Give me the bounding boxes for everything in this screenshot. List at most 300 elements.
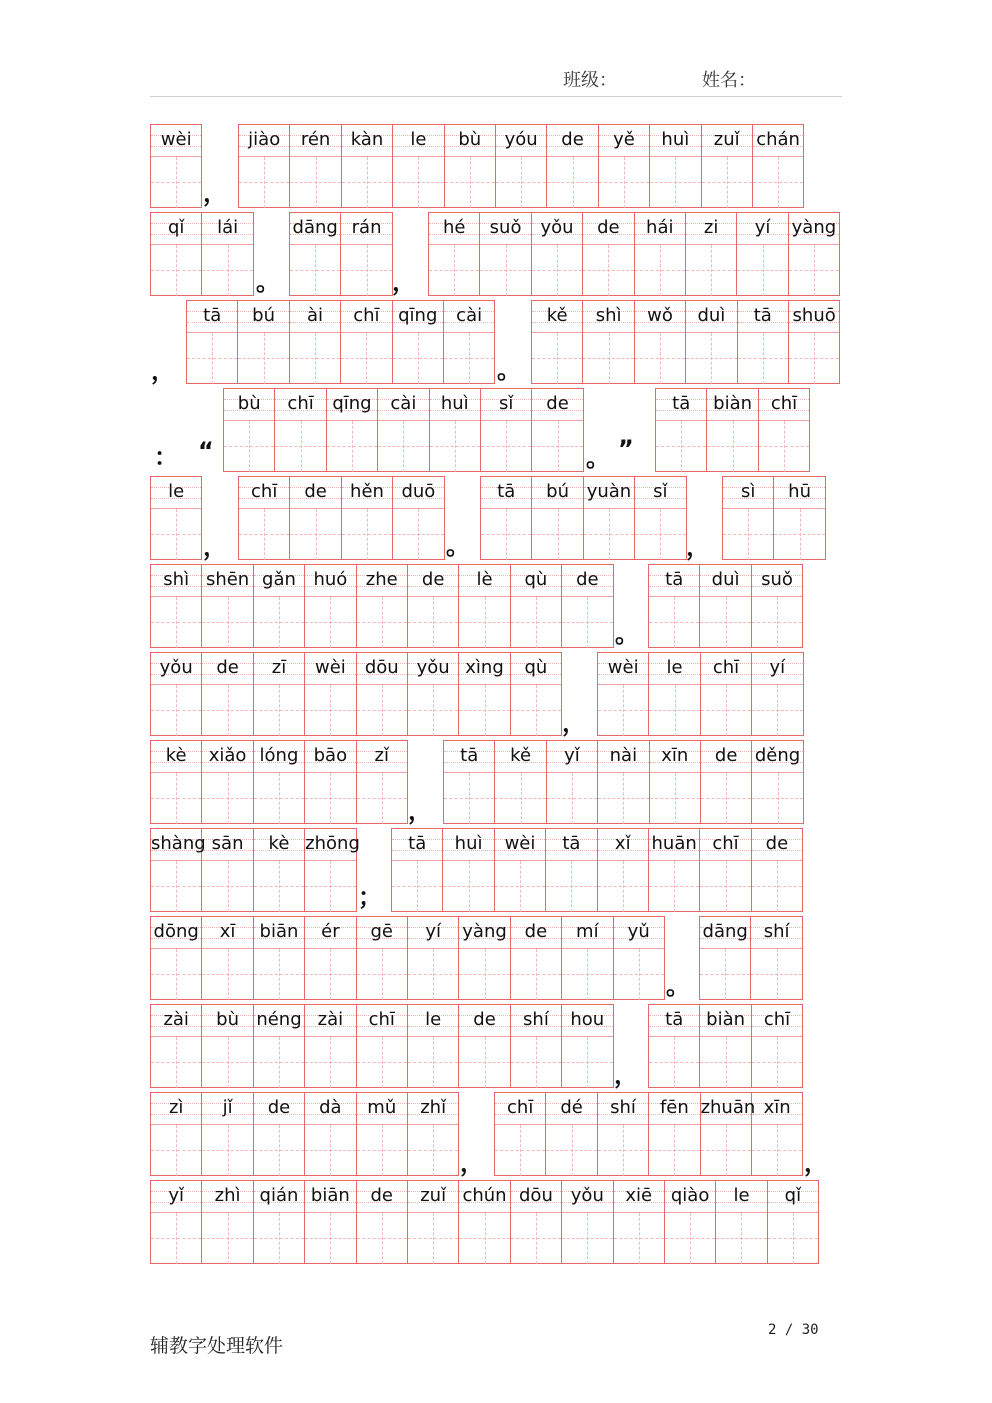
writing-cell [305,1180,356,1264]
writing-cell [305,1092,356,1176]
pinyin-text: shì [595,305,622,326]
cell-group [150,476,202,560]
pinyin-text: rén [300,129,331,150]
writing-cell [290,212,341,296]
cell-group [722,476,826,560]
grid-guide-line [382,1125,383,1176]
writing-cell [532,388,583,472]
punctuation-mark: 。 [615,620,639,648]
writing-cell [357,740,408,824]
pinyin-text: yóu [504,129,538,150]
pinyin-text: qǐ [167,217,185,238]
pinyin-text: tā [562,833,581,854]
grid-guide-line [506,245,507,296]
grid-guide-line [176,157,177,208]
writing-cell [532,300,583,384]
writing-cell [327,388,378,472]
grid-guide-line [675,157,676,208]
writing-cell [496,124,547,208]
writing-cell [751,916,802,1000]
cell-group [186,300,495,384]
writing-cell [239,476,290,560]
grid-guide-line [726,773,727,824]
grid-guide-line [675,773,676,824]
grid-guide-line [572,1125,573,1176]
pinyin-text: mǔ [367,1097,397,1118]
pinyin-text: kě [510,745,532,766]
pinyin-text: zuǐ [713,129,740,150]
pinyin-text: le [168,481,185,502]
writing-cell [789,300,840,384]
grid-guide-line [800,509,801,560]
grid-guide-line [681,421,682,472]
grid-guide-line [279,773,280,824]
grid-guide-line [793,1213,794,1264]
pinyin-text: kàn [350,129,384,150]
grid-guide-line [726,1125,727,1176]
writing-cell [393,300,444,384]
writing-cell [341,300,392,384]
pinyin-text: xiǎo [208,745,247,766]
punctuation-mark: ， [392,268,416,296]
grid-guide-line [301,421,302,472]
grid-guide-line [520,1125,521,1176]
writing-cell [650,740,701,824]
pinyin-text: bù [237,393,261,414]
pinyin-text: shí [523,1009,549,1030]
pinyin-text: chán [756,129,800,150]
grid-guide-line [485,1213,486,1264]
pinyin-text: de [524,921,548,942]
pinyin-text: huì [454,833,483,854]
pinyin-text: chī [368,1009,395,1030]
writing-cell [392,828,443,912]
writing-cell [408,1004,459,1088]
grid-guide-line [814,333,815,384]
writing-cell [598,740,649,824]
cell-group [494,1092,803,1176]
writing-cell [393,476,444,560]
pinyin-text: néng [256,1009,302,1030]
punctuation-mark: 。 [497,356,521,384]
writing-cell [700,1004,751,1088]
grid-guide-line [557,245,558,296]
pinyin-text: qiào [670,1185,710,1206]
pinyin-text: bāo [313,745,348,766]
grid-guide-line [660,333,661,384]
pinyin-text: gē [370,921,393,942]
cell-group [150,564,614,648]
writing-cell [187,300,238,384]
pinyin-text: děng [754,745,801,766]
grid-guide-line [455,421,456,472]
writing-cell [547,124,598,208]
grid-guide-line [777,1037,778,1088]
writing-cell [202,564,253,648]
grid-guide-line [330,597,331,648]
pinyin-text: dāng [702,921,748,942]
writing-cell [707,388,758,472]
pinyin-text: bú [546,481,569,502]
grid-guide-line [228,1213,229,1264]
grid-guide-line [469,333,470,384]
grid-guide-line [536,1037,537,1088]
grid-guide-line [316,157,317,208]
pinyin-text: zǐ [374,745,389,766]
pinyin-text: le [410,129,427,150]
pinyin-text: sǐ [498,393,514,414]
grid-guide-line [212,333,213,384]
grid-guide-line [521,773,522,824]
grid-guide-line [382,685,383,736]
writing-cell [305,564,356,648]
grid-guide-line [624,157,625,208]
pinyin-text: chī [251,481,278,502]
grid-guide-line [228,245,229,296]
grid-guide-line [777,949,778,1000]
pinyin-text: biān [259,921,299,942]
cell-group [597,652,804,736]
pinyin-text: suǒ [761,569,793,590]
pinyin-text: biān [310,1185,350,1206]
pinyin-text: lóng [259,745,299,766]
writing-cell [202,1004,253,1088]
grid-guide-line [748,509,749,560]
grid-guide-line [382,1213,383,1264]
writing-cell [357,1180,408,1264]
grid-guide-line [433,1213,434,1264]
pinyin-text: tā [665,569,684,590]
grid-guide-line [433,949,434,1000]
pinyin-text: de [216,657,239,678]
punctuation-mark: ， [203,179,227,207]
writing-cell [378,388,429,472]
cell-group [150,124,202,208]
grid-guide-line [763,333,764,384]
grid-guide-line [249,421,250,472]
writing-cell [290,124,341,208]
pinyin-text: gǎn [262,569,296,590]
pinyin-text: ér [321,921,340,942]
pinyin-text: yǔ [627,921,650,942]
cell-group [289,212,393,296]
pinyin-text: shuō [792,305,836,326]
writing-cell [151,828,206,912]
pinyin-text: hái [646,217,674,238]
pinyin-text: dōng [153,921,199,942]
cell-group [150,1092,459,1176]
pinyin-text: shí [610,1097,636,1118]
writing-cell [495,1092,546,1176]
writing-cell [254,1004,305,1088]
writing-cell [511,1004,562,1088]
pinyin-text: chī [712,833,739,854]
grid-guide-line [418,509,419,560]
pinyin-text: zhe [365,569,398,590]
cell-group [150,740,408,824]
pinyin-text: chī [507,1097,534,1118]
writing-cell [562,564,613,648]
pinyin-text: jiào [248,129,281,150]
grid-guide-line [366,333,367,384]
grid-guide-line [558,421,559,472]
writing-cell [562,1004,613,1088]
grid-guide-line [433,685,434,736]
writing-cell [443,828,494,912]
pinyin-text: dāng [292,217,338,238]
punctuation-mark: 。 [586,444,610,472]
pinyin-text: suǒ [489,217,522,238]
writing-cell [511,564,562,648]
grid-guide-line [777,685,778,736]
writing-cell [584,476,635,560]
writing-cell [357,916,408,1000]
writing-cell [511,916,562,1000]
writing-cell [752,652,803,736]
writing-cell [700,1092,756,1176]
pinyin-text: yǒu [570,1185,604,1206]
grid-guide-line [264,333,265,384]
pinyin-text: xìng [465,657,504,678]
writing-cell [459,564,510,648]
grid-guide-line [228,949,229,1000]
punctuation-mark: ， [614,1061,638,1089]
writing-cell [511,652,562,736]
pinyin-text: lè [476,569,493,590]
cell-group [531,300,840,384]
pinyin-text: sì [741,481,756,502]
writing-cell [737,212,788,296]
pinyin-text: de [421,569,445,590]
writing-cell [254,916,305,1000]
pinyin-text: kě [546,305,568,326]
writing-cell [254,564,305,648]
pinyin-text: chī [353,305,380,326]
grid-guide-line [279,685,280,736]
writing-cell [700,828,751,912]
grid-guide-line [777,861,778,912]
writing-cell [429,212,480,296]
grid-guide-line [726,597,727,648]
grid-guide-line [469,861,470,912]
grid-guide-line [382,597,383,648]
cell-group [443,740,804,824]
pinyin-text: xīn [661,745,689,766]
writing-cell [665,1180,716,1264]
pinyin-text: dōu [519,1185,553,1206]
grid-guide-line [330,1213,331,1264]
cell-group [391,828,803,912]
writing-cell [635,476,686,560]
writing-cell [546,828,597,912]
pinyin-text: wèi [504,833,536,854]
punctuation-mark: ” [618,435,634,463]
pinyin-text: cài [390,393,417,414]
grid-guide-line [506,509,507,560]
pinyin-text: de [546,393,569,414]
pinyin-text: bú [252,305,275,326]
writing-cell [649,652,700,736]
grid-guide-line [228,861,229,912]
grid-guide-line [587,597,588,648]
cell-group [480,476,687,560]
grid-guide-line [814,245,815,296]
pinyin-text: zài [163,1009,189,1030]
writing-cell [254,740,305,824]
writing-cell [700,564,751,648]
writing-cell [635,300,686,384]
name-label: 姓名： [702,70,756,91]
writing-cell [700,916,751,1000]
grid-guide-line [367,245,368,296]
pinyin-text: xī [219,921,236,942]
pinyin-text: xǐ [614,833,631,854]
grid-guide-line [711,245,712,296]
grid-guide-line [176,773,177,824]
writing-cell [702,124,753,208]
writing-cell [305,740,356,824]
pinyin-text: huān [651,833,697,854]
grid-guide-line [558,509,559,560]
grid-guide-line [176,245,177,296]
writing-cell [459,652,510,736]
pinyin-text: shì [163,569,190,590]
writing-cell [202,212,253,296]
pinyin-text: chún [462,1185,507,1206]
cell-group [648,564,803,648]
grid-guide-line [711,333,712,384]
pinyin-text: le [425,1009,442,1030]
pinyin-text: tā [753,305,772,326]
grid-guide-line [660,245,661,296]
pinyin-text: duō [401,481,436,502]
writing-cell [583,212,634,296]
grid-guide-line [382,1037,383,1088]
grid-guide-line [330,861,331,912]
grid-guide-line [352,421,353,472]
pinyin-text: sǐ [653,481,668,502]
grid-guide-line [557,333,558,384]
pinyin-text: hou [570,1009,605,1030]
pinyin-text: huó [313,569,348,590]
grid-guide-line [485,1037,486,1088]
punctuation-mark: 。 [256,268,280,296]
grid-guide-line [264,157,265,208]
writing-cell [151,212,202,296]
pinyin-text: yǐ [168,1185,185,1206]
pinyin-text: wèi [607,657,639,678]
pinyin-text: qù [524,569,548,590]
pinyin-text: xīn [763,1097,791,1118]
grid-guide-line [228,685,229,736]
writing-cell [738,300,789,384]
writing-cell [532,212,583,296]
pinyin-text: yí [754,217,771,238]
writing-cell [686,300,737,384]
grid-guide-line [521,157,522,208]
writing-cell [547,740,598,824]
cell-group [648,1004,803,1088]
writing-cell [151,476,202,560]
pinyin-text: yí [425,921,441,942]
footer-software-name: 辅教字处理软件 [150,1335,284,1357]
pinyin-text: bù [458,129,482,150]
writing-cell [238,300,289,384]
pinyin-text: zhì [214,1185,241,1206]
grid-guide-line [536,597,537,648]
grid-guide-line [778,157,779,208]
pinyin-text: rán [351,217,382,238]
grid-guide-line [536,949,537,1000]
pinyin-text: yuàn [586,481,632,502]
pinyin-text: chī [712,657,740,678]
cell-group [150,1004,614,1088]
grid-guide-line [520,861,521,912]
writing-cell [305,916,356,1000]
writing-cell [768,1180,819,1264]
pinyin-text: le [733,1185,750,1206]
grid-guide-line [639,1213,640,1264]
grid-guide-line [777,1125,778,1176]
pinyin-text: tā [665,1009,684,1030]
pinyin-text: yàng [791,217,837,238]
writing-cell [752,564,803,648]
writing-cell [649,1092,700,1176]
pinyin-text: zi [703,217,719,238]
writing-cell [701,740,752,824]
pinyin-text: de [576,569,599,590]
writing-cell [511,1180,562,1264]
class-label: 班级： [563,70,617,91]
grid-guide-line [454,245,455,296]
grid-guide-line [418,157,419,208]
writing-cell [444,740,495,824]
pinyin-text: shēn [205,569,250,590]
pinyin-text: zài [317,1009,344,1030]
grid-guide-line [536,1213,537,1264]
grid-guide-line [433,1125,434,1176]
writing-cell [649,828,700,912]
pinyin-text: yǒu [540,217,574,238]
writing-cell [305,652,356,736]
pinyin-text: mí [576,921,599,942]
pinyin-text: tā [672,393,691,414]
pinyin-text: de [473,1009,496,1030]
cell-group [238,476,445,560]
pinyin-text: tā [408,833,427,854]
pinyin-text: xiē [625,1185,653,1206]
pinyin-text: yě [613,129,635,150]
writing-cell [151,916,202,1000]
grid-guide-line [279,861,280,912]
grid-guide-line [674,1125,675,1176]
writing-cell [614,916,665,1000]
pinyin-text: biàn [706,1009,746,1030]
grid-guide-line [330,1125,331,1176]
pinyin-text: tā [203,305,222,326]
grid-guide-line [485,949,486,1000]
punctuation-mark: ， [460,1149,484,1177]
writing-cell [254,652,305,736]
grid-guide-line [176,597,177,648]
writing-cell [408,1092,459,1176]
grid-guide-line [176,509,177,560]
writing-cell [480,212,531,296]
grid-guide-line [623,773,624,824]
writing-cell [202,916,253,1000]
pinyin-text: jǐ [222,1097,233,1118]
grid-guide-line [228,597,229,648]
